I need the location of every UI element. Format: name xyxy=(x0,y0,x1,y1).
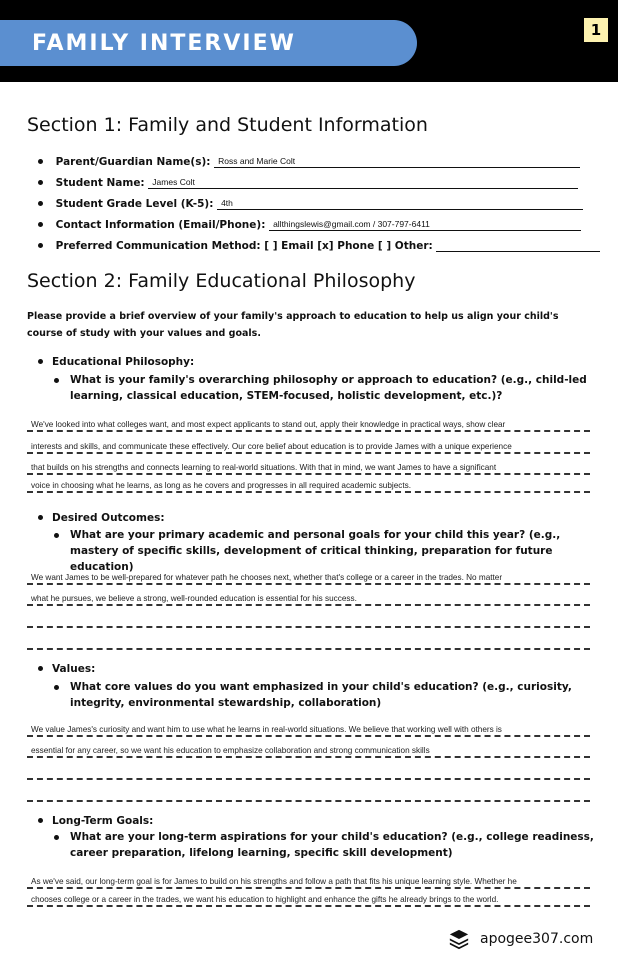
grade-level-input[interactable]: 4th xyxy=(217,198,583,210)
question-heading-values xyxy=(38,663,95,675)
answer-line[interactable]: voice in choosing what he learns, as long as he covers and progresses in all required academic subjects. xyxy=(27,479,590,493)
field-label: Student Name: xyxy=(55,177,145,189)
answer-line[interactable]: As we've said, our long-term goal is for James to build on his strengths and follow a path that fits his unique learning style. Whether he xyxy=(27,875,590,889)
question-heading-outcomes xyxy=(38,512,165,524)
question-prompt-philosophy xyxy=(58,372,598,404)
answer-line[interactable] xyxy=(27,636,590,650)
field-parent-names xyxy=(38,156,580,168)
student-name-input[interactable]: James Colt xyxy=(148,177,578,189)
answer-line[interactable] xyxy=(27,766,590,780)
parent-names-input[interactable]: Ross and Marie Colt xyxy=(214,156,580,168)
answer-line[interactable]: interests and skills, and communicate these effectively. Our core belief about education is to provide James with a unique experience xyxy=(27,440,590,454)
answer-line[interactable] xyxy=(27,788,590,802)
answer-line[interactable]: We've looked into what colleges want, and most expect applicants to stand out, apply their knowledge in practical ways, show clear xyxy=(27,418,590,432)
bullet-icon xyxy=(38,222,43,227)
field-grade-level xyxy=(38,198,583,210)
question-heading-long-term xyxy=(38,815,153,827)
question-heading: Educational Philosophy: xyxy=(52,356,195,368)
bullet-icon xyxy=(38,243,43,248)
question-prompt: What are your primary academic and personal goals for your child this year? (e.g., mastery of specific skills, development of critical thinking, preparation for future education) xyxy=(70,529,561,573)
page-number-badge: 1 xyxy=(584,18,608,42)
bullet-icon xyxy=(54,685,59,690)
layers-icon xyxy=(448,928,470,950)
page-title: FAMILY INTERVIEW xyxy=(32,31,296,56)
bullet-icon xyxy=(38,666,43,671)
question-heading-philosophy xyxy=(38,356,194,368)
field-communication-method xyxy=(38,240,600,252)
bullet-icon xyxy=(54,835,59,840)
bullet-icon xyxy=(38,359,43,364)
bullet-icon xyxy=(38,159,43,164)
field-label: Preferred Communication Method: [ ] Email [x] Phone [ ] Other: xyxy=(55,240,433,252)
bullet-icon xyxy=(38,180,43,185)
question-prompt: What are your long-term aspirations for your child's education? (e.g., college readiness, career preparation, lifelong learning, specific skill development) xyxy=(70,831,594,859)
answer-line[interactable]: chooses college or a career in the trades, we want his education to highlight and enhance the gifts he already brings to the world. xyxy=(27,893,590,907)
answer-line[interactable]: that builds on his strengths and connects learning to real-world situations. With that in mind, we want James to have a significant xyxy=(27,461,590,475)
contact-info-input[interactable]: allthingslewis@gmail.com / 307-797-6411 xyxy=(269,219,581,231)
question-heading: Long-Term Goals: xyxy=(52,815,154,827)
footer-brand[interactable] xyxy=(448,926,593,952)
answer-line[interactable]: We value James's curiosity and want him to use what he learns in real-world situations. We believe that working well with others is xyxy=(27,723,590,737)
bullet-icon xyxy=(54,378,59,383)
question-prompt: What is your family's overarching philosophy or approach to education? (e.g., child-led learning, classical education, STEM-focused, holistic development, etc.)? xyxy=(70,374,587,402)
field-label: Student Grade Level (K-5): xyxy=(55,198,214,210)
question-heading: Desired Outcomes: xyxy=(52,512,165,524)
section1-title: Section 1: Family and Student Information xyxy=(27,114,428,136)
bullet-icon xyxy=(54,533,59,538)
question-heading: Values: xyxy=(52,663,96,675)
field-label: Contact Information (Email/Phone): xyxy=(55,219,266,231)
question-prompt-outcomes xyxy=(58,527,598,575)
question-prompt: What core values do you want emphasized in your child's education? (e.g., curiosity, integrity, environmental stewardship, collaboration) xyxy=(70,681,572,709)
question-prompt-long-term xyxy=(58,829,598,861)
section2-intro: Please provide a brief overview of your family's approach to education to help us align your child's course of study with your values and goals. xyxy=(27,311,559,339)
brand-name: apogee307.com xyxy=(480,931,594,947)
answer-line[interactable]: what he pursues, we believe a strong, well-rounded education is essential for his success. xyxy=(27,592,590,606)
field-label: Parent/Guardian Name(s): xyxy=(55,156,211,168)
bullet-icon xyxy=(38,201,43,206)
communication-other-input[interactable] xyxy=(436,240,600,252)
bullet-icon xyxy=(38,818,43,823)
answer-line[interactable]: We want James to be well-prepared for whatever path he chooses next, whether that's college or a career in the trades. No matter xyxy=(27,571,590,585)
field-student-name xyxy=(38,177,578,189)
answer-line[interactable]: essential for any career, so we want his education to emphasize collaboration and strong communication skills xyxy=(27,744,590,758)
question-prompt-values xyxy=(58,679,598,711)
bullet-icon xyxy=(38,515,43,520)
section2-title: Section 2: Family Educational Philosophy xyxy=(27,270,416,292)
field-contact-info xyxy=(38,219,581,231)
answer-line[interactable] xyxy=(27,614,590,628)
